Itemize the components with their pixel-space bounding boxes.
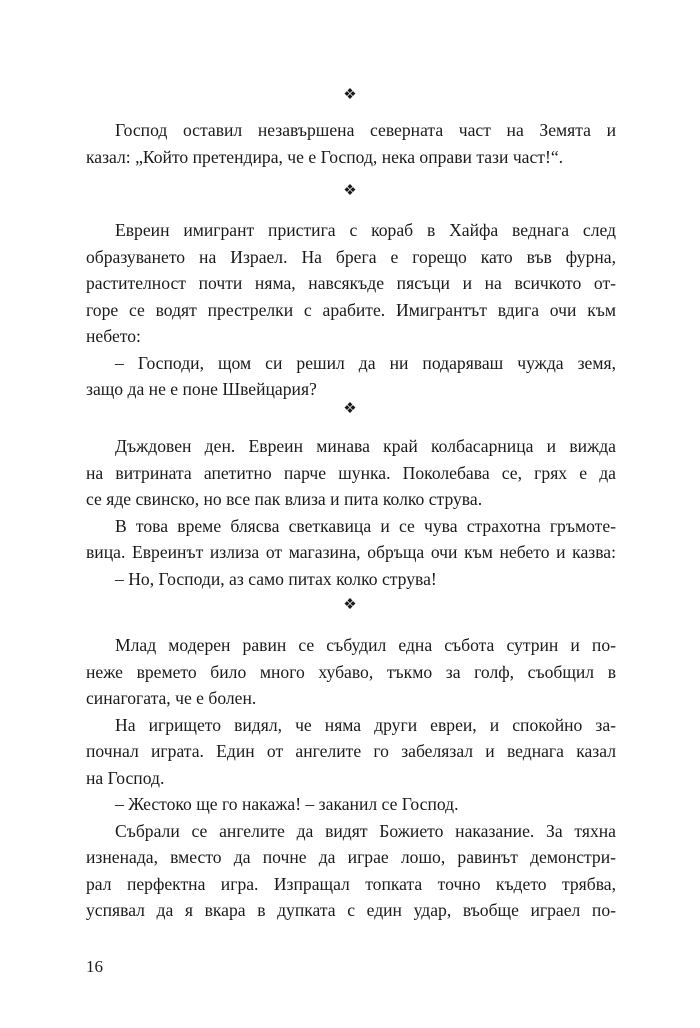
text-line: Дъждовен ден. Евреин минава край колбасарница и вижда [115,436,616,456]
text-line: горе се водят престрелки с арабите. Имигрантът вдига очи към [86,299,616,320]
section-separator-ornament: ❖ [343,597,357,613]
text-line: казал: „Който претендира, че е Господ, нека оправи тази част!“. [86,146,564,167]
text-line: Господ оставил незавършена северната част на Земята и [115,120,616,140]
paragraph-block [86,217,616,403]
text-line: синагогата, че е болен. [86,688,257,708]
text-line: почнал играта. Един от ангелите го забелязал и веднага казал [86,741,616,761]
text-line: – Но, Господи, аз само питах колко струва! [115,568,437,589]
text-line: вица. Евреинът излиза от магазина, обръща очи към небето и казва: [86,542,616,562]
text-line: на витрината апетитно парче шунка. Поколебава се, грях е да [86,462,616,483]
text-line: В това време блясва светкавица и се чува страхотна гръмоте- [115,515,616,536]
text-line: рал перфектна игра. Изпращал топката точно където трябва, [86,873,616,894]
text-line: образуването на Израел. На брега е горещо като във фурна, [86,246,616,267]
section-separator-ornament: ❖ [343,183,357,199]
text-line: изненада, вместо да почне да играе лошо, равинът демонстри- [86,847,616,867]
paragraph-block [86,433,616,592]
page-number: 16 [86,957,103,976]
text-line: се яде свинско, но все пак влиза и пита колко струва. [86,489,483,509]
text-line: Събрали се ангелите да видят Божието наказание. За тяхна [115,820,616,841]
section-separator-ornament: ❖ [343,401,357,417]
text-line: неже времето било много хубаво, тъкмо за голф, съобщил в [86,661,616,682]
text-line: на Господ. [86,767,165,788]
text-line: успявал да я вкара в дупката с един удар, въобще играел по- [86,900,616,920]
text-line: – Господи, щом си решил да ни подаряваш чужда земя, [115,352,616,373]
paragraph-block [86,632,616,924]
text-line: защо да не е поне Швейцария? [86,379,317,399]
section-separator-ornament: ❖ [343,87,357,103]
text-line: – Жестоко ще го накажа! – заканил се Господ. [115,794,459,814]
text-line: Евреин имигрант пристига с кораб в Хайфа веднага след [115,220,616,240]
text-line: небето: [86,326,141,346]
paragraph-block [86,117,616,170]
text-line: Млад модерен равин се събудил една събота сутрин и по- [115,635,616,655]
text-line: На игрището видял, че няма други евреи, и спокойно за- [115,714,616,735]
text-line: растителност почти няма, навсякъде пясъци и на всичкото от- [86,273,616,293]
